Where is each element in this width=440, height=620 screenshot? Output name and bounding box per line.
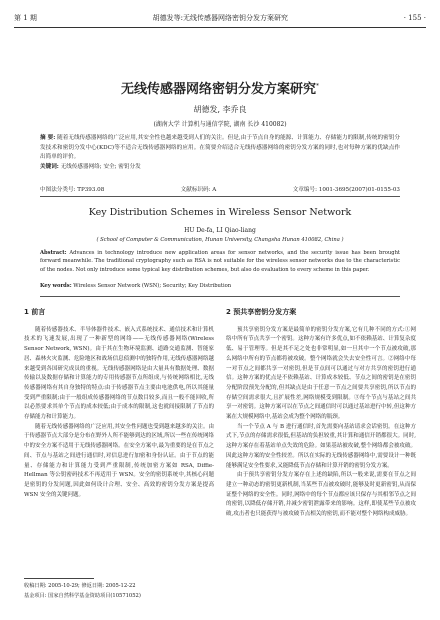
running-title: 胡德发等:无线传感器网络密钥分发方案研究 [152, 14, 288, 22]
english-authors: HU De-fa, LI Qiao-liang [184, 227, 256, 234]
footnote-received: 收稿日期: 2005-10-29; 修返日期: 2005-12-22 [24, 583, 136, 589]
paragraph: 当一个节点 A 与 B 进行通信时,首先需要向基站请求会话密钥。在这种方式下,节点的存储需求很低,但基站的负担较重,其计算和通信开销都很大。同时,这种方案存在着基站单点失效的危险。如果基站被攻破,整个网络都会被攻破。因此这种方案的安全性较差。所以在实际的无线传感器网络中,需要设计一种既能够满足安全性要求,又能降低节点存储和计算开销的密钥分发方案。 [226, 423, 416, 469]
document-code: 文献标识码: A [180, 187, 217, 193]
keywords-cn-label: 关键词: [40, 163, 59, 170]
paragraph: 由于预共享密钥分发方案存在上述的缺陷,所以一般来说,需要在节点之间建立一种动态的密钥更新机制,当某些节点被攻破时,能够及时更新密钥,从而保证整个网络的安全性。同时,网络中的每个节点都应该只保存与其相邻节点之间的密钥,以降低存储开销,并减少密钥泄露带来的影响。这样,即使某些节点被攻破,攻击者也只能获得与被攻破节点相关的密钥,而不能对整个网络构成威胁。 [226, 472, 416, 518]
paragraph: 随着传感器技术、半导体器件技术、嵌入式系统技术、通信技术和计算机技术的飞速发展,出现了一种新型的网络——无线传感器网络(Wireless Sensor Network, WSN)。由于其在生物环境监测、道路交通监测、智能家居、森林火灾监测、危险地区和战场信息侦测中的独特作用,无线传感器网络越来越受到各国研究成员的重视。无线传感器网络是由大量具有数据处理、数据传输以及数据存储和计算能力的专用传感器节点所组成,与传统网络相比,无线传感器网络有其自身独特的特点:由于传感器节点主要由电池供电,所以其能量受到严重限制;由于一般组成传感器网络的节点数目较多,而且一般不能回收,所以必然要求其单个节点的成本较低;由于成本的限制,这也就间接限制了节点的存储能力和计算能力。 [24, 326, 214, 421]
paragraph: 预共享密钥分发方案是最简单的密钥分发方案,它有几种不同的方式:①网络中所有节点共享一个密钥。这种方案有许多优点,如不依赖基站、计算复杂度低、易于管理等。但是其不足之处也非常明显,如一旦其中一个节点被攻破,那么网络中所有的节点都将被攻破。整个网络就会失去安全性可言。②网络中每一对节点之间都共享一对密钥,但是节点间可以通过与对方共享的密钥进行通信。这种方案的优点是不依赖基站、计算成本较低、节点之间的密钥是在密钥分配阶段预先分配的,但其缺点是由于任意一节点之间要共享密钥,所以节点的存储空间需求很大,且扩展性差,网络规模受到限制。③每个节点与基站之间共享一对密钥。这种方案可以在节点之间通信时可以通过基站进行中转,但这种方案在大规模网络中,基站会成为整个网络的瓶颈。 [226, 326, 416, 421]
title-footnote-mark: * [316, 82, 319, 90]
abstract-cn-text: 随着无线传感器网络的广泛应用,其安全性也越来越受到人们的关注。但是,由于节点自身的能源、计算能力、存储能力的限制,传统的密钥分发技术和密钥分发中心(KDC)等不适合无线传感器网络的应用。在简要介绍适合无线传感器网络的密钥分发方案的同时,也对每种方案的优缺点作出简单的评价。 [40, 135, 400, 160]
abstract-cn-label: 摘 要: [40, 135, 56, 141]
english-abstract-label: Abstract: [40, 250, 67, 256]
english-affiliation: ( School of Computer & Communication, Hunan University, Changsha Hunan 410082, China ) [96, 237, 344, 243]
divider [40, 196, 400, 197]
footnote-funding: 基金项目: 国家自然科学基金资助项目(10571052) [24, 593, 141, 599]
classification-line [40, 185, 400, 193]
section-heading: 1 前言 [24, 308, 46, 316]
footnote-rule [24, 578, 94, 579]
english-abstract [40, 249, 400, 274]
article-id: 文章编号: 1001-3695(2007)01-0155-03 [292, 187, 400, 193]
clc-number: 中图法分类号: TP393.08 [40, 187, 105, 193]
keywords-cn-text: 无线传感器网络; 安全; 密钥分发 [60, 163, 141, 170]
english-abstract-text: Advances in technology introduce new application areas for sensor networks, and the security issue has been brought forward meanwhile. The traditional cryptography such as RSA is not suitable for the wireless sensor networks due to the characteristic of the nodes. Not only introduce some typical key distribution schemes, but also do evaluation to every scheme in this paper. [40, 250, 400, 273]
body-column-right [226, 308, 416, 572]
paper-title-text: 无线传感器网络密钥分发方案研究 [120, 82, 316, 97]
header-rule [14, 27, 426, 28]
page-number: · 155 · [403, 14, 426, 22]
body-column-left [24, 308, 214, 572]
abstract-cn [40, 134, 400, 172]
paragraph: 随着无线传感器网络的广泛应用,其安全性问题也受到越来越多的关注。由于传感器节点大部分是分布在野外人所不能够到达的区域,所以一些在传统网络中的安全方案不适用于无线传感器网络。在安全方案中,最为重要的是在节点之间、节点与基站之间进行通信时,对信息进行加密和身份认证。由于节点的能量、存储能力和计算能力受到严重限制,传统加密方案如 RSA, Diffie-Hellman 等公钥密码技术不再适用于 WSN。安全的密钥系统中,其核心问题是密钥的分发问题,因此如何设计合理、安全、高效的密钥分发方案是提高 WSN 安全的关键问题。 [24, 423, 214, 498]
section-heading: 2 预共享密钥分发方案 [226, 308, 297, 316]
english-keywords-text: Wireless Sensor Network (WSN); Security; Key Distribution [73, 283, 232, 289]
english-title: Key Distribution Schemes in Wireless Sensor Network [88, 207, 352, 218]
paper-title [0, 78, 440, 97]
running-header [14, 12, 426, 24]
affiliation: (湖南大学 计算机与通信学院, 湖南 长沙 410082) [153, 121, 287, 128]
authors: 胡德发, 李乔良 [193, 105, 247, 114]
divider [40, 296, 400, 297]
english-keywords [40, 283, 400, 289]
english-keywords-label: Key words: [40, 283, 72, 289]
issue-number: 第 1 期 [14, 14, 37, 22]
